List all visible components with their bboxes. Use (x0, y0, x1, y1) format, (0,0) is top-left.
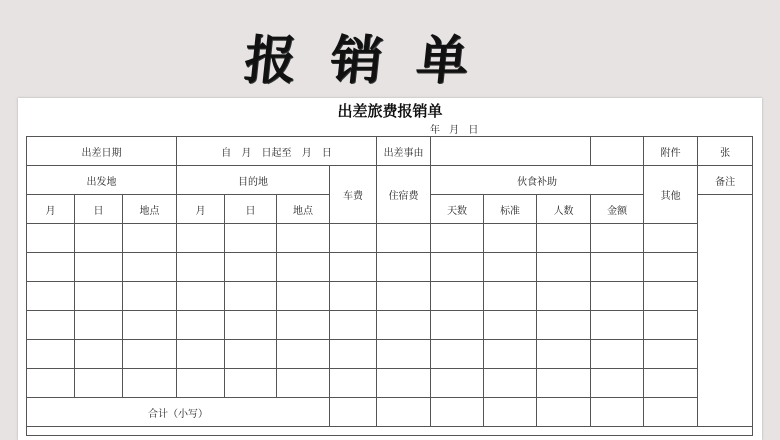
dates-row (27, 137, 753, 166)
cell[interactable] (177, 340, 225, 369)
cell[interactable] (537, 311, 591, 340)
people-header: 人数 (537, 195, 591, 224)
cell[interactable] (644, 340, 698, 369)
remarks-cell[interactable] (698, 195, 753, 427)
entry-row (27, 224, 753, 253)
cell[interactable] (277, 224, 330, 253)
other-header: 其他 (644, 166, 698, 224)
entry-row (27, 369, 753, 398)
cell[interactable] (177, 311, 225, 340)
reimbursement-sheet (18, 98, 762, 440)
cell[interactable] (123, 253, 177, 282)
cell[interactable] (225, 224, 277, 253)
cell[interactable] (377, 398, 431, 427)
cell[interactable] (591, 398, 644, 427)
expense-table (26, 136, 753, 436)
cell[interactable] (431, 369, 484, 398)
cell[interactable] (277, 340, 330, 369)
cell[interactable] (484, 253, 537, 282)
cell[interactable] (377, 311, 431, 340)
banner-title: 报销单 (241, 30, 506, 91)
cell[interactable] (27, 224, 75, 253)
departure-day-header: 日 (75, 195, 123, 224)
destination-day-header: 日 (225, 195, 277, 224)
destination-header: 目的地 (177, 166, 330, 195)
cell[interactable] (484, 398, 537, 427)
departure-place-header: 地点 (123, 195, 177, 224)
total-label: 合计（小写） (27, 398, 330, 427)
cell[interactable] (377, 369, 431, 398)
cell[interactable] (177, 224, 225, 253)
cell[interactable] (75, 224, 123, 253)
cell[interactable] (225, 282, 277, 311)
cell[interactable] (591, 253, 644, 282)
cell[interactable] (330, 311, 377, 340)
cell[interactable] (123, 224, 177, 253)
entry-row (27, 282, 753, 311)
sheets-unit: 张 (698, 137, 753, 166)
cell[interactable] (123, 369, 177, 398)
entry-row (27, 340, 753, 369)
travel-dates-label: 出差日期 (27, 137, 177, 166)
cell[interactable] (277, 311, 330, 340)
blank-cell[interactable] (591, 137, 644, 166)
cell[interactable] (75, 340, 123, 369)
cell[interactable] (277, 253, 330, 282)
cell[interactable] (27, 340, 75, 369)
date-range: 自 月 日起至 月 日 (177, 137, 377, 166)
cell[interactable] (537, 398, 591, 427)
cell[interactable] (123, 282, 177, 311)
cell[interactable] (225, 369, 277, 398)
cell[interactable] (644, 253, 698, 282)
cell[interactable] (431, 311, 484, 340)
cell[interactable] (225, 311, 277, 340)
entry-row (27, 311, 753, 340)
cell[interactable] (484, 224, 537, 253)
amount-header: 金额 (591, 195, 644, 224)
cell[interactable] (591, 340, 644, 369)
cell[interactable] (484, 282, 537, 311)
reason-label: 出差事由 (377, 137, 431, 166)
entry-row (27, 253, 753, 282)
cell[interactable] (225, 340, 277, 369)
cell[interactable] (330, 340, 377, 369)
remarks-header: 备注 (698, 166, 753, 195)
cell[interactable] (591, 224, 644, 253)
destination-month-header: 月 (177, 195, 225, 224)
departure-header: 出发地 (27, 166, 177, 195)
cell[interactable] (330, 253, 377, 282)
cell[interactable] (225, 253, 277, 282)
cell[interactable] (27, 369, 75, 398)
cell[interactable] (330, 282, 377, 311)
days-header: 天数 (431, 195, 484, 224)
cell[interactable] (644, 311, 698, 340)
cell[interactable] (644, 398, 698, 427)
cell[interactable] (377, 253, 431, 282)
destination-place-header: 地点 (277, 195, 330, 224)
cell[interactable] (330, 398, 377, 427)
cell[interactable] (75, 369, 123, 398)
cell[interactable] (75, 282, 123, 311)
cell[interactable] (537, 369, 591, 398)
cell[interactable] (431, 253, 484, 282)
cell[interactable] (484, 369, 537, 398)
cell[interactable] (377, 340, 431, 369)
lodging-header: 住宿费 (377, 166, 431, 224)
cell[interactable] (123, 340, 177, 369)
cell[interactable] (123, 311, 177, 340)
tail-row (27, 427, 753, 436)
cell[interactable] (177, 369, 225, 398)
cell[interactable] (431, 398, 484, 427)
cell[interactable] (484, 311, 537, 340)
cell[interactable] (431, 282, 484, 311)
cell[interactable] (177, 253, 225, 282)
cell[interactable] (537, 340, 591, 369)
total-row (27, 398, 753, 427)
cell[interactable] (27, 253, 75, 282)
standard-header: 标准 (484, 195, 537, 224)
cell[interactable] (644, 282, 698, 311)
banner (0, 0, 780, 98)
cell[interactable] (537, 282, 591, 311)
cell[interactable] (75, 311, 123, 340)
cell[interactable] (177, 282, 225, 311)
cell[interactable] (591, 369, 644, 398)
cell[interactable] (591, 282, 644, 311)
cell[interactable] (277, 282, 330, 311)
form-title: 出差旅费报销单 (337, 102, 443, 120)
cell[interactable] (330, 369, 377, 398)
cell[interactable] (431, 340, 484, 369)
meal-allowance-header: 伙食补助 (431, 166, 644, 195)
cell[interactable] (431, 224, 484, 253)
cell[interactable] (27, 282, 75, 311)
cell[interactable] (591, 311, 644, 340)
cell[interactable] (377, 282, 431, 311)
fare-header: 车费 (330, 166, 377, 224)
cell[interactable] (330, 224, 377, 253)
cell[interactable] (537, 224, 591, 253)
date-line: 年 月 日 (430, 125, 479, 136)
cell[interactable] (27, 311, 75, 340)
cell[interactable] (537, 253, 591, 282)
cell[interactable] (484, 340, 537, 369)
attachments-label: 附件 (644, 137, 698, 166)
cell[interactable] (75, 253, 123, 282)
departure-month-header: 月 (27, 195, 75, 224)
tail-cell (27, 427, 753, 436)
cell[interactable] (377, 224, 431, 253)
cell[interactable] (277, 369, 330, 398)
cell[interactable] (644, 369, 698, 398)
header-row-1 (27, 166, 753, 195)
cell[interactable] (644, 224, 698, 253)
reason-cell[interactable] (431, 137, 591, 166)
